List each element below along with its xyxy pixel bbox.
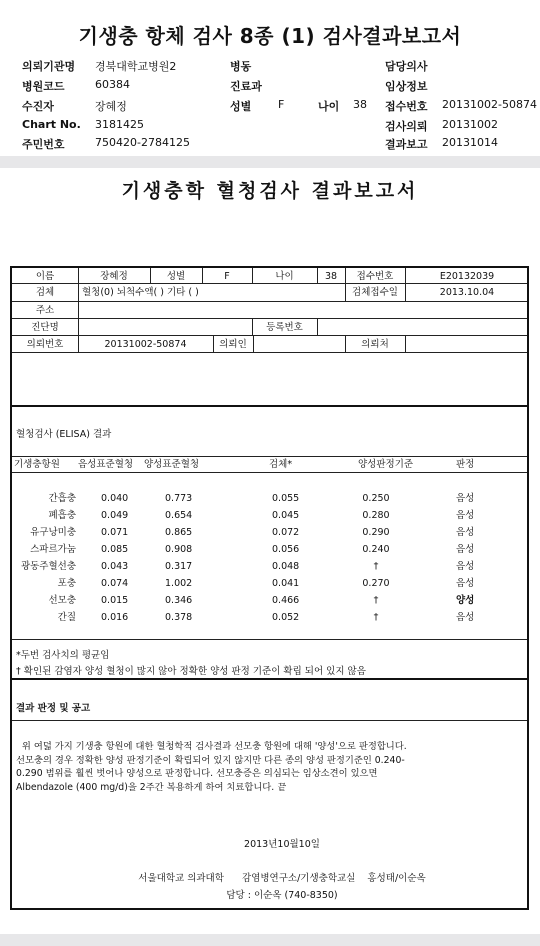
sample-value: 0.041 bbox=[272, 578, 300, 589]
name-label: 이름 bbox=[35, 271, 55, 282]
ward-label: 병동 bbox=[230, 60, 252, 73]
requester-org-label: 의뢰처 bbox=[361, 339, 389, 350]
contact-line: 담당 : 이순옥 (740-8350) bbox=[226, 890, 338, 901]
conclusion-paragraph bbox=[16, 740, 524, 794]
col-sample: 검체* bbox=[269, 459, 293, 470]
sample-value: 0.048 bbox=[272, 561, 300, 572]
cutoff-value: 0.270 bbox=[362, 578, 390, 589]
specimen-date-label: 검체접수일 bbox=[352, 287, 398, 298]
chart-no-label: Chart No. bbox=[22, 118, 81, 131]
request-date-label: 검사의뢰 bbox=[385, 120, 428, 133]
specimen-value: 혈청(0) 뇌척수액( ) 기타 ( ) bbox=[82, 287, 199, 298]
col-negative: 음성표준혈청 bbox=[78, 459, 134, 470]
antigen-name: 폐흡충 bbox=[48, 510, 76, 521]
rrn-label: 주민번호 bbox=[22, 138, 65, 151]
sample-value: 0.072 bbox=[272, 527, 300, 538]
antigen-name: 광동주혈선충 bbox=[20, 561, 76, 572]
age-label-cell: 나이 bbox=[275, 271, 294, 282]
negative-value: 0.043 bbox=[101, 561, 129, 572]
doctor-label: 담당의사 bbox=[385, 60, 428, 73]
cutoff-value: † bbox=[373, 612, 379, 623]
elisa-section-title: 혈청검사 (ELISA) 결과 bbox=[16, 429, 112, 440]
positive-value: 0.317 bbox=[165, 561, 193, 572]
receipt-value-cell: E20132039 bbox=[439, 271, 495, 282]
request-no-value: 20131002-50874 bbox=[104, 339, 187, 350]
patient-value: 장혜정 bbox=[95, 100, 127, 113]
positive-value: 0.654 bbox=[165, 510, 193, 521]
conclusion-line: 0.290 범위를 훨씬 벗어나 양성으로 판정합니다. 선모충증은 의심되는 임상소견이 있으면 bbox=[16, 768, 378, 779]
header-row-4 bbox=[0, 118, 540, 136]
sample-value: 0.045 bbox=[272, 510, 300, 521]
header-row-1 bbox=[0, 58, 540, 76]
cutoff-value: 0.280 bbox=[362, 510, 390, 521]
result-value: 음성 bbox=[456, 510, 475, 521]
sample-value: 0.056 bbox=[272, 544, 300, 555]
antigen-name: 포충 bbox=[57, 578, 76, 589]
header-row-3 bbox=[0, 98, 540, 116]
header-row-5 bbox=[0, 136, 540, 154]
signature-line: 서울대학교 의과대학 감염병연구소/기생충학교실 홍성태/이순옥 bbox=[138, 873, 426, 884]
sample-value: 0.052 bbox=[272, 612, 300, 623]
positive-value: 0.773 bbox=[165, 493, 193, 504]
cutoff-value: 0.240 bbox=[362, 544, 390, 555]
col-positive: 양성표준혈청 bbox=[144, 459, 200, 470]
result-value: 음성 bbox=[456, 612, 475, 623]
cutoff-value: 0.290 bbox=[362, 527, 390, 538]
requesting-org-label: 의뢰기관명 bbox=[22, 60, 76, 73]
cutoff-value: 0.250 bbox=[362, 493, 390, 504]
positive-value: 1.002 bbox=[165, 578, 193, 589]
patient-label: 수진자 bbox=[22, 100, 54, 113]
specimen-date-value: 2013.10.04 bbox=[439, 287, 495, 298]
conclusion-line: 선모충의 경우 정확한 양성 판정기준이 확립되어 있지 않지만 다른 종의 양성 판정기준인 0.240- bbox=[16, 754, 405, 766]
col-result: 판정 bbox=[456, 459, 475, 470]
hospital-code-value: 60384 bbox=[95, 78, 130, 91]
antigen-name: 간흡충 bbox=[48, 493, 76, 504]
age-label: 나이 bbox=[318, 100, 340, 113]
report-date-value: 20131014 bbox=[442, 136, 498, 149]
footnote-dagger: † 확인된 감염자 양성 혈청이 많지 않아 정확한 양성 판정 기준이 확립 되어 있지 않음 bbox=[16, 666, 366, 677]
sex-value: F bbox=[278, 98, 285, 111]
negative-value: 0.074 bbox=[101, 578, 129, 589]
header-row-2 bbox=[0, 78, 540, 96]
result-value: 음성 bbox=[456, 544, 475, 555]
sex-value-cell: F bbox=[224, 271, 230, 282]
result-value: 음성 bbox=[456, 561, 475, 572]
department-label: 진료과 bbox=[230, 80, 262, 93]
sex-label: 성별 bbox=[230, 100, 252, 113]
result-value: 양성 bbox=[456, 595, 475, 606]
positive-value: 0.378 bbox=[165, 612, 193, 623]
antigen-name: 간질 bbox=[57, 612, 76, 623]
negative-value: 0.071 bbox=[101, 527, 129, 538]
rrn-value: 750420-2784125 bbox=[95, 136, 190, 149]
scanned-report-title: 기생충학 혈청검사 결과보고서 bbox=[121, 180, 419, 202]
address-label: 주소 bbox=[35, 305, 55, 316]
age-value-cell: 38 bbox=[324, 271, 338, 282]
chart-no-value: 3181425 bbox=[95, 118, 144, 131]
negative-value: 0.040 bbox=[101, 493, 129, 504]
registration-label: 등록번호 bbox=[266, 322, 303, 333]
receipt-no-label: 접수번호 bbox=[385, 100, 428, 113]
antigen-name: 선모충 bbox=[48, 595, 76, 606]
antigen-name: 스파르가눔 bbox=[30, 544, 76, 555]
col-cutoff: 양성판정기준 bbox=[358, 459, 414, 470]
diagnosis-label: 진단명 bbox=[31, 322, 59, 333]
result-value: 음성 bbox=[456, 493, 475, 504]
positive-value: 0.346 bbox=[165, 595, 193, 606]
clinical-info-label: 임상정보 bbox=[385, 80, 428, 93]
specimen-label: 검체 bbox=[35, 287, 55, 298]
hospital-code-label: 병원코드 bbox=[22, 80, 65, 93]
conclusion-line: Albendazole (400 mg/d)을 2주간 복용하게 하여 치료합니다. 끝 bbox=[16, 781, 287, 793]
sample-value: 0.055 bbox=[272, 493, 300, 504]
receipt-no-value: 20131002-50874 bbox=[442, 98, 537, 111]
negative-value: 0.085 bbox=[101, 544, 129, 555]
bottom-band bbox=[0, 934, 540, 946]
positive-value: 0.865 bbox=[165, 527, 193, 538]
negative-value: 0.015 bbox=[101, 595, 129, 606]
separator-band bbox=[0, 156, 540, 168]
sample-value: 0.466 bbox=[272, 595, 300, 606]
negative-value: 0.049 bbox=[101, 510, 129, 521]
name-value: 장혜정 bbox=[100, 271, 128, 282]
request-date-value: 20131002 bbox=[442, 118, 498, 131]
sex-label-cell: 성별 bbox=[166, 271, 186, 282]
positive-value: 0.908 bbox=[165, 544, 193, 555]
request-no-label: 의뢰번호 bbox=[26, 339, 64, 350]
result-value: 음성 bbox=[456, 527, 475, 538]
report-title: 기생충 항체 검사 8종 (1) 검사결과보고서 bbox=[78, 24, 462, 48]
cutoff-value: † bbox=[373, 561, 379, 572]
report-form bbox=[10, 266, 529, 910]
receipt-label-cell: 접수번호 bbox=[356, 271, 394, 282]
footnote-average: *두번 검사치의 평균임 bbox=[16, 650, 110, 661]
report-date: 2013년10월10일 bbox=[244, 839, 320, 850]
age-value: 38 bbox=[353, 98, 367, 111]
report-date-label: 결과보고 bbox=[385, 138, 428, 151]
result-value: 음성 bbox=[456, 578, 475, 589]
negative-value: 0.016 bbox=[101, 612, 129, 623]
cutoff-value: † bbox=[373, 595, 379, 606]
requester-label: 의뢰인 bbox=[219, 339, 247, 350]
requesting-org-value: 경북대학교병원2 bbox=[95, 60, 177, 73]
antigen-name: 유구낭미충 bbox=[30, 527, 76, 538]
col-antigen: 기생충항원 bbox=[14, 459, 60, 470]
conclusion-line: 위 여덟 가지 기생충 항원에 대한 혈청학적 검사결과 선모충 항원에 대해 '양성'으로 판정합니다. bbox=[16, 741, 407, 752]
conclusion-title: 결과 판정 및 공고 bbox=[16, 703, 91, 714]
